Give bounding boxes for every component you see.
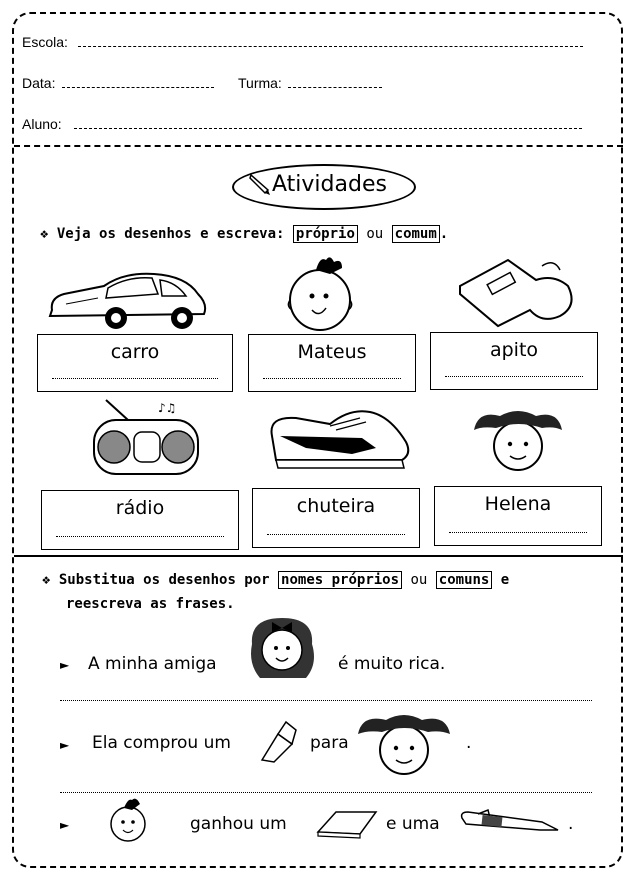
sentence2-period: . xyxy=(466,733,472,753)
car-icon xyxy=(46,268,208,330)
answer-line[interactable] xyxy=(445,376,583,377)
boy-face-icon xyxy=(106,796,154,844)
option-proprio: próprio xyxy=(293,225,358,243)
instruction-text: Substitua os desenhos por xyxy=(58,572,270,588)
date-field[interactable] xyxy=(62,87,214,88)
sentence3-part1: ganhou um xyxy=(190,814,287,834)
section-divider xyxy=(14,145,623,147)
instruction-end: . xyxy=(439,226,449,242)
word-card-apito xyxy=(430,332,598,390)
boy-face-icon xyxy=(286,256,358,334)
school-field[interactable] xyxy=(78,46,583,47)
svg-text:♪♫: ♪♫ xyxy=(158,401,177,415)
radio-icon xyxy=(92,398,204,478)
student-field[interactable] xyxy=(74,128,582,129)
word-card-radio xyxy=(41,490,239,550)
word-card-helena xyxy=(434,486,602,546)
answer-line[interactable] xyxy=(56,536,224,537)
sentence1-part2: é muito rica. xyxy=(338,654,446,674)
class-label: Turma: xyxy=(238,75,282,91)
word-radio: rádio xyxy=(115,497,165,519)
activity2-instruction-line1 xyxy=(42,572,509,588)
connector-ou: ou xyxy=(366,226,384,242)
answer-line[interactable] xyxy=(267,534,405,535)
activity1-instruction xyxy=(40,226,448,242)
answer-line[interactable] xyxy=(263,378,401,379)
answer-line[interactable] xyxy=(449,532,587,533)
option-comum: comum xyxy=(392,225,440,243)
instruction-end: e xyxy=(500,572,510,588)
school-label: Escola: xyxy=(22,34,68,50)
bullet-icon: ❖ xyxy=(42,572,51,588)
arrow-bullet-icon: ► xyxy=(60,738,70,752)
student-label: Aluno: xyxy=(22,116,62,132)
option-nomes-proprios: nomes próprios xyxy=(278,571,402,589)
answer-line[interactable] xyxy=(52,378,218,379)
arrow-bullet-icon: ► xyxy=(60,818,70,832)
lipstick-icon xyxy=(258,720,298,764)
whistle-icon xyxy=(456,256,578,326)
word-card-carro xyxy=(37,334,233,392)
instruction-text: Veja os desenhos e escreva: xyxy=(56,226,285,242)
page-title: Atividades xyxy=(272,172,387,197)
sentence3-part2: e uma xyxy=(386,814,440,834)
answer-line-1[interactable] xyxy=(60,700,592,701)
option-comuns: comuns xyxy=(436,571,493,589)
eraser-icon xyxy=(314,806,380,842)
sentence2-part1: Ela comprou um xyxy=(92,733,231,753)
sneaker-icon xyxy=(266,406,414,472)
sentence2-part2: para xyxy=(310,733,349,753)
pen-icon xyxy=(458,808,562,838)
class-field[interactable] xyxy=(288,87,382,88)
section-separator xyxy=(14,555,623,557)
activity2-instruction-line2: reescreva as frases. xyxy=(66,596,235,612)
girl-portrait-icon xyxy=(246,614,320,682)
sentence3-period: . xyxy=(568,814,574,834)
word-mateus: Mateus xyxy=(297,341,367,363)
girl-face-icon xyxy=(356,708,452,780)
word-helena: Helena xyxy=(484,493,552,515)
word-apito: apito xyxy=(489,339,539,361)
answer-line-2[interactable] xyxy=(60,792,592,793)
girl-face-icon xyxy=(470,402,566,478)
word-chuteira: chuteira xyxy=(296,495,376,517)
sentence1-part1: A minha amiga xyxy=(88,654,217,674)
word-card-mateus xyxy=(248,334,416,392)
date-label: Data: xyxy=(22,75,56,91)
word-card-chuteira xyxy=(252,488,420,548)
word-carro: carro xyxy=(110,341,160,363)
bullet-icon: ❖ xyxy=(40,226,49,242)
arrow-bullet-icon: ► xyxy=(60,658,70,672)
connector-ou: ou xyxy=(410,572,428,588)
pencil-icon xyxy=(248,172,272,196)
